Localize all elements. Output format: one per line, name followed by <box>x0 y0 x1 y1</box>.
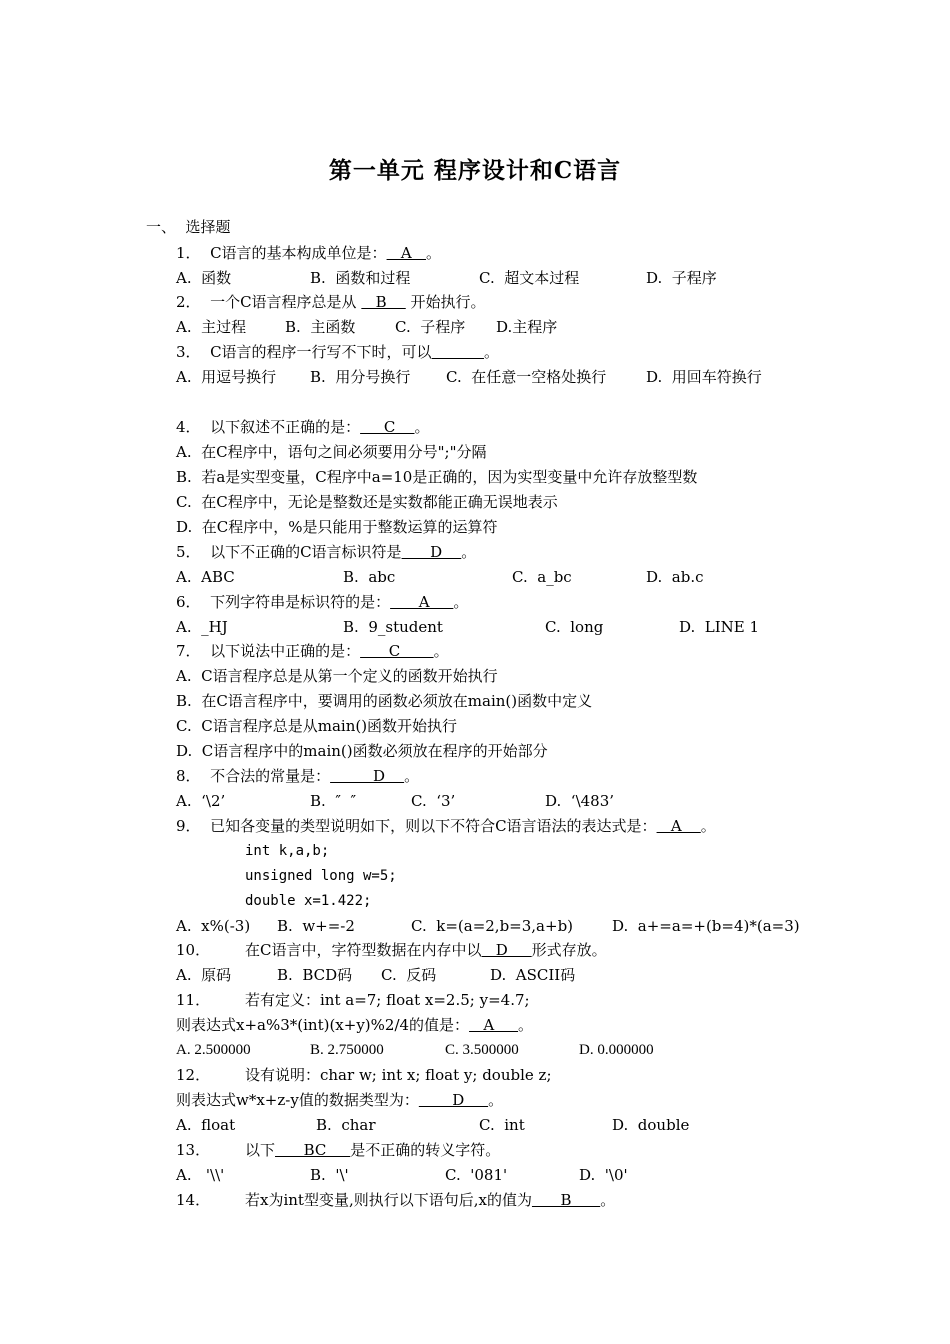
question-1: 1． C语言的基本构成单位是： A 。 <box>176 244 442 262</box>
answer-10: D <box>481 941 532 959</box>
q12-option-d: D. double <box>612 1116 690 1134</box>
question-12: 设有说明：char w; int x; float y; double z; <box>245 1066 552 1084</box>
q10-option-c: C. 反码 <box>381 966 437 984</box>
q9-option-b: B. w+=-2 <box>277 917 355 935</box>
q8-option-d: D. ‘\483’ <box>545 792 615 810</box>
code-line-1: int k,a,b; <box>245 843 330 859</box>
question-14-number: 14． <box>176 1191 211 1209</box>
code-line-2: unsigned long w=5; <box>245 868 397 884</box>
question-12-expression: 则表达式w*x+z-y值的数据类型为： D 。 <box>176 1091 504 1109</box>
q13-option-c: C. '081' <box>445 1166 508 1184</box>
section-heading: 一、 选择题 <box>146 218 231 236</box>
q4-option-b: B. 若a是实型变量，C程序中a=10是正确的，因为实型变量中允许存放整型数 <box>176 468 698 486</box>
q3-option-c: C. 在任意一空格处换行 <box>446 368 607 386</box>
q7-option-d: D. C语言程序中的main()函数必须放在程序的开始部分 <box>176 742 548 760</box>
q13-option-d: D. '\0' <box>579 1166 628 1184</box>
q5-option-a: A. ABC <box>176 568 235 586</box>
q4-option-d: D. 在C程序中，%是只能用于整数运算的运算符 <box>176 518 498 536</box>
q2-option-a: A. 主过程 <box>176 318 247 336</box>
q7-option-a: A. C语言程序总是从第一个定义的函数开始执行 <box>176 667 498 685</box>
q9-option-d: D. a+=a=+(b=4)*(a=3) <box>612 917 800 935</box>
answer-8: D <box>330 767 405 785</box>
q12-option-b: B. char <box>316 1116 376 1134</box>
question-2: 2． 一个C语言程序总是从 B 开始执行。 <box>176 293 486 311</box>
question-9: 9． 已知各变量的类型说明如下，则以下不符合C语言语法的表达式是： A 。 <box>176 817 716 835</box>
answer-3 <box>432 343 484 361</box>
q9-option-c: C. k=(a=2,b=3,a+b) <box>411 917 574 935</box>
q9-option-a: A. x%(-3) <box>176 917 251 935</box>
q5-option-d: D. ab.c <box>646 568 704 586</box>
answer-2: B <box>361 293 406 311</box>
question-13: 以下 BC 是不正确的转义字符。 <box>245 1141 501 1159</box>
question-10: 在C语言中，字符型数据在内存中以 D 形式存放。 <box>245 941 607 959</box>
answer-12: D <box>418 1091 489 1109</box>
question-12-number: 12． <box>176 1066 211 1084</box>
answer-6: A <box>390 593 454 611</box>
answer-11: A <box>469 1016 519 1034</box>
answer-14: B <box>531 1191 601 1209</box>
question-5: 5． 以下不正确的C语言标识符是 D 。 <box>176 543 477 561</box>
q10-option-a: A. 原码 <box>176 966 232 984</box>
q1-option-d: D. 子程序 <box>646 269 717 287</box>
q13-option-b: B. '\' <box>310 1166 349 1184</box>
q11-option-d: D. 0.000000 <box>579 1042 654 1058</box>
q5-option-b: B. abc <box>343 568 396 586</box>
q6-option-d: D. LINE 1 <box>679 618 760 636</box>
q2-option-b: B. 主函数 <box>285 318 356 336</box>
q4-option-c: C. 在C程序中，无论是整数还是实数都能正确无误地表示 <box>176 493 558 511</box>
q5-option-c: C. a_bc <box>512 568 572 586</box>
q10-option-d: D. ASCII码 <box>490 966 576 984</box>
question-13-number: 13． <box>176 1141 211 1159</box>
question-8: 8． 不合法的常量是： D 。 <box>176 767 420 785</box>
question-6: 6． 下列字符串是标识符的是： A 。 <box>176 593 469 611</box>
q7-option-b: B. 在C语言程序中，要调用的函数必须放在main()函数中定义 <box>176 692 593 710</box>
code-line-3: double x=1.422; <box>245 893 372 909</box>
answer-4: C <box>360 418 415 436</box>
question-11: 若有定义：int a=7; float x=2.5; y=4.7; <box>245 991 530 1009</box>
question-11-expression: 则表达式x+a%3*(int)(x+y)%2/4的值是： A 。 <box>176 1016 534 1034</box>
answer-5: D <box>401 543 462 561</box>
q4-option-a: A. 在C程序中，语句之间必须要用分号";"分隔 <box>176 443 487 461</box>
question-11-number: 11． <box>176 991 211 1009</box>
q1-option-a: A. 函数 <box>176 269 232 287</box>
q8-option-a: A. ‘\2’ <box>176 792 226 810</box>
q6-option-b: B. 9_student <box>343 618 443 636</box>
question-10-number: 10． <box>176 941 211 959</box>
q3-option-a: A. 用逗号换行 <box>176 368 277 386</box>
answer-1: A <box>386 244 427 262</box>
question-3: 3． C语言的程序一行写不下时，可以 。 <box>176 343 500 361</box>
page-title: 第一单元 程序设计和C语言 <box>328 157 622 184</box>
answer-7: C <box>360 642 434 660</box>
q13-option-a: A. '\\' <box>176 1166 225 1184</box>
q1-option-b: B. 函数和过程 <box>310 269 411 287</box>
q12-option-a: A. float <box>176 1116 236 1134</box>
answer-9: A <box>656 817 701 835</box>
q11-option-a: A. 2.500000 <box>176 1042 251 1058</box>
q2-option-d: D.主程序 <box>496 318 558 336</box>
q10-option-b: B. BCD码 <box>277 966 353 984</box>
q7-option-c: C. C语言程序总是从main()函数开始执行 <box>176 717 458 735</box>
question-14: 若x为int型变量,则执行以下语句后,x的值为 B 。 <box>245 1191 616 1209</box>
q3-option-b: B. 用分号换行 <box>310 368 411 386</box>
q11-option-b: B. 2.750000 <box>310 1042 384 1058</box>
answer-13: BC <box>275 1141 351 1159</box>
question-4: 4． 以下叙述不正确的是： C 。 <box>176 418 430 436</box>
q8-option-c: C. ‘3’ <box>411 792 456 810</box>
q3-option-d: D. 用回车符换行 <box>646 368 762 386</box>
q11-option-c: C. 3.500000 <box>445 1042 519 1058</box>
q6-option-a: A. _HJ <box>176 618 228 636</box>
q6-option-c: C. long <box>545 618 604 636</box>
q1-option-c: C. 超文本过程 <box>479 269 580 287</box>
q2-option-c: C. 子程序 <box>395 318 466 336</box>
q12-option-c: C. int <box>479 1116 525 1134</box>
q8-option-b: B. ″ ″ <box>310 792 357 810</box>
question-7: 7． 以下说法中正确的是： C 。 <box>176 642 449 660</box>
